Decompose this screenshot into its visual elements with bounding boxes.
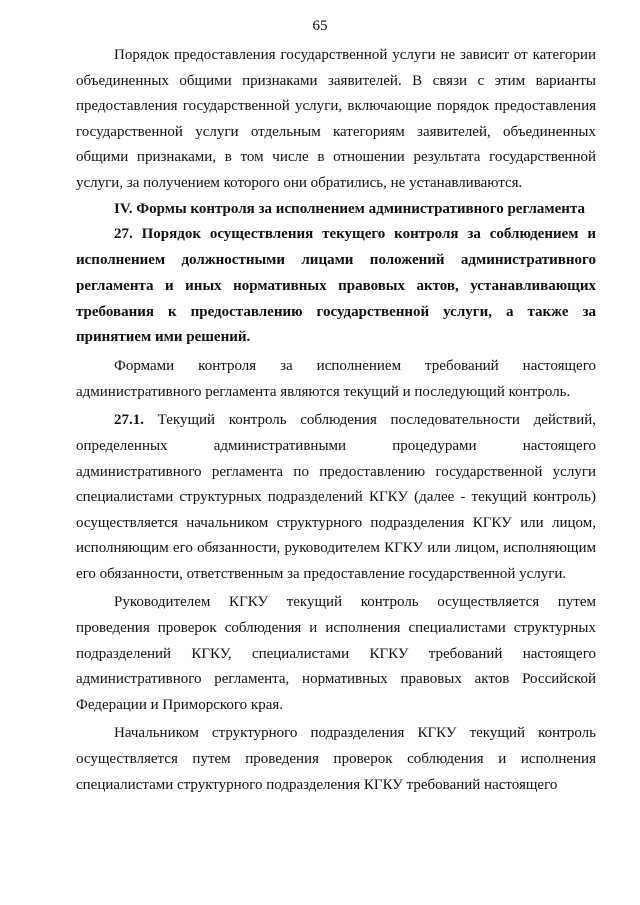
paragraph-variants: Порядок предоставления государственной услуги не зависит от категории объединенных общими признаками заявителей. В связи с этим варианты предоставления государственной услуги, включающие порядок предоставления государственной услуги отдельным категориям заявителей, объединенных общими признаками, в том числе в отношении результата государственной услуги, за получением которого они обратились, не устанавливаются. (76, 47, 596, 191)
clause-text: Текущий контроль соблюдения последовательности действий, определенных административными процедурами настоящего административного регламента по предоставлению государственной услуги специалистами структурных подразделений КГКУ (далее - текущий контроль) осуществляется начальником структурного подразделения КГКУ или лицом, исполняющим его обязанности, руководителем КГКУ или лицом, исполняющим его обязанности, ответственным за предоставление государственной услуги. (76, 412, 596, 582)
paragraph-head-control: Руководителем КГКУ текущий контроль осуществляется путем проведения проверок соблюдения и исполнения специалистами структурных подразделений КГКУ, специалистами КГКУ требований настоящего административного регламента, нормативных правовых актов Российской Федерации и Приморского края. (76, 594, 596, 713)
document-body (76, 43, 596, 798)
paragraph-department-control: Начальником структурного подразделения КГКУ текущий контроль осуществляется путем проведения проверок соблюдения и исполнения специалистами структурного подразделения КГКУ требований настоящего (76, 725, 596, 793)
subheading-27: 27. Порядок осуществления текущего контроля за соблюдением и исполнением должностными лицами положений административного регламента и иных нормативных правовых актов, устанавливающих требования к предоставлению государственной услуги, а также за принятием ими решений. (76, 226, 596, 346)
clause-number: 27.1. (114, 412, 144, 429)
paragraph-27-1 (76, 408, 596, 587)
section-heading: IV. Формы контроля за исполнением административного регламента (114, 200, 585, 217)
page-number: 65 (312, 18, 328, 34)
paragraph-control-forms: Формами контроля за исполнением требований настоящего административного регламента являются текущий и последующий контроль. (76, 358, 596, 400)
